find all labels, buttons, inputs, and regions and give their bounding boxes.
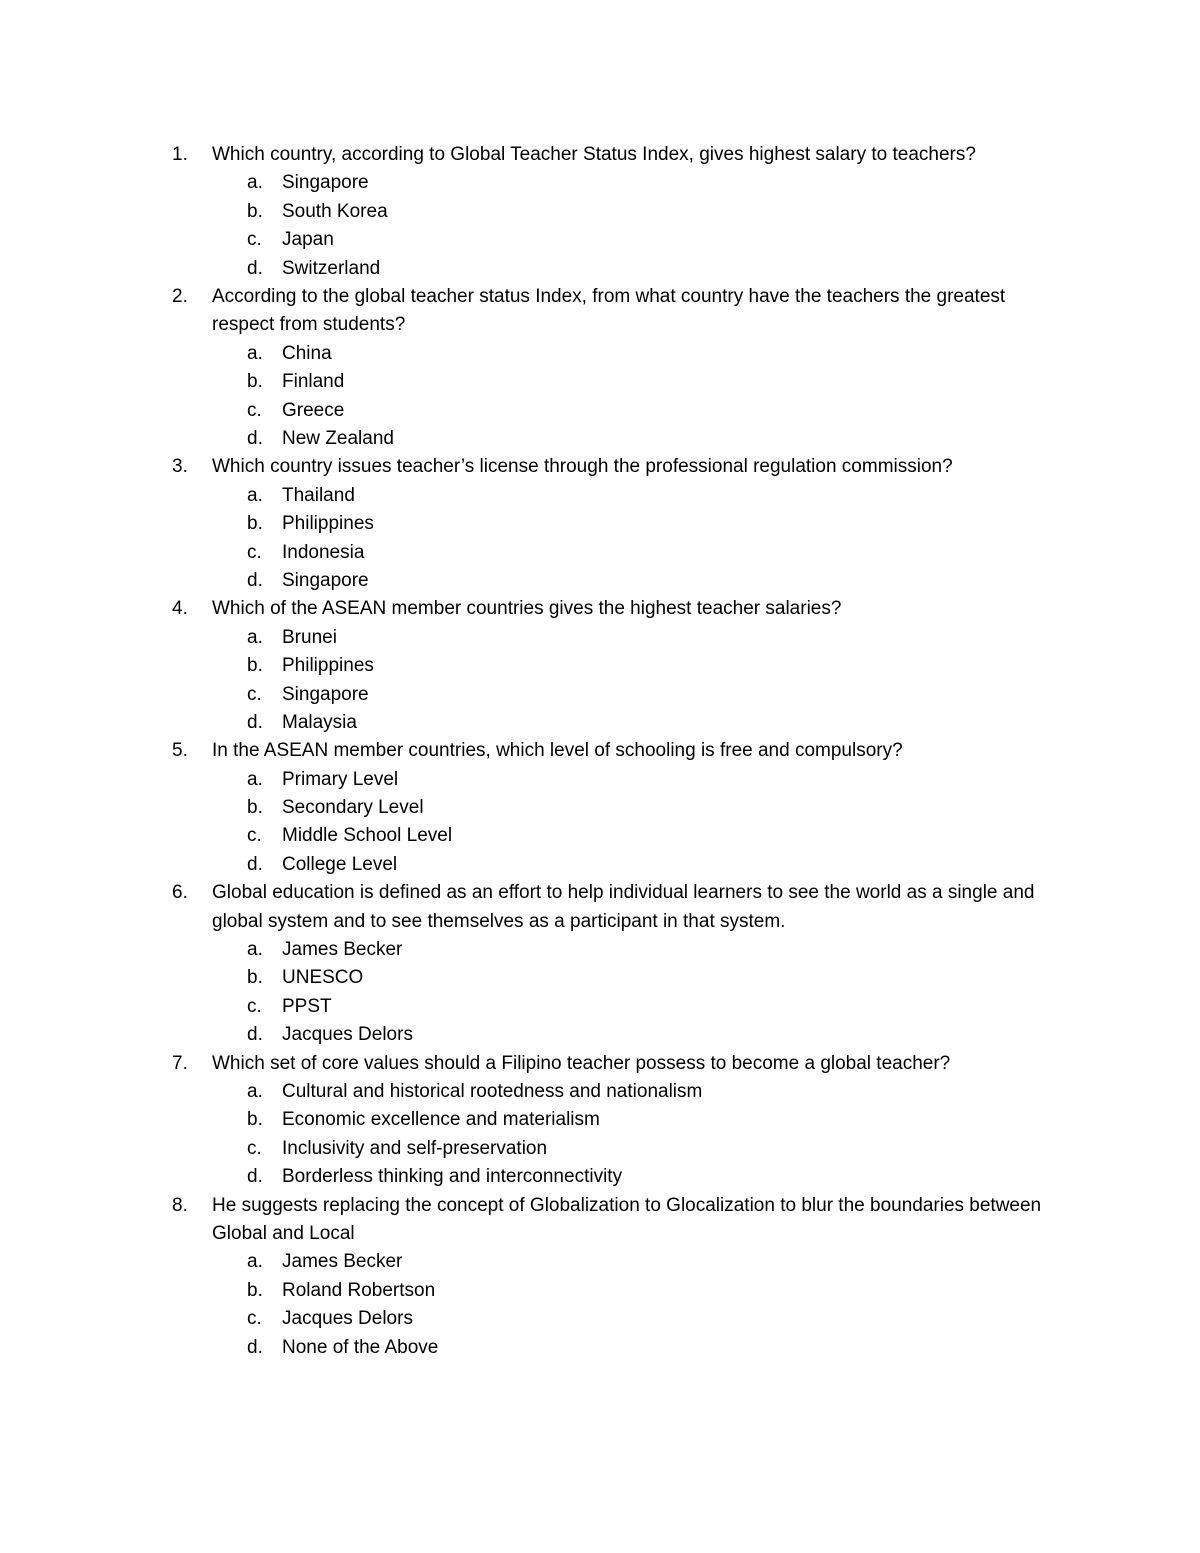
option-item [0, 340, 1200, 368]
option-item [0, 255, 1200, 283]
question-text: Which of the ASEAN member countries gives the highest teacher salaries? [212, 598, 842, 620]
option-text: Secondary Level [282, 797, 424, 819]
option-letter: a. [247, 172, 263, 194]
option-item [0, 936, 1200, 964]
option-text: Singapore [282, 172, 369, 194]
option-letter: b. [247, 371, 263, 393]
option-item [0, 993, 1200, 1021]
question-text: Which country issues teacher’s license through the professional regulation commission? [212, 456, 953, 478]
option-letter: c. [247, 399, 262, 421]
option-item [0, 964, 1200, 992]
option-item [0, 368, 1200, 396]
option-item [0, 1248, 1200, 1276]
option-letter: b. [247, 513, 263, 535]
option-letter: b. [247, 1279, 263, 1301]
question-number: 5. [172, 740, 188, 762]
option-item [0, 766, 1200, 794]
option-item [0, 539, 1200, 567]
option-item [0, 1135, 1200, 1163]
option-text: Middle School Level [282, 825, 453, 847]
question-item [0, 1192, 1200, 1362]
option-text: James Becker [282, 939, 403, 961]
option-text: South Korea [282, 200, 388, 222]
option-item [0, 1078, 1200, 1106]
option-item [0, 510, 1200, 538]
option-text: Singapore [282, 683, 369, 705]
option-letter: b. [247, 967, 263, 989]
question-number: 4. [172, 598, 188, 620]
option-text: Roland Robertson [282, 1279, 436, 1301]
option-letter: c. [247, 825, 262, 847]
question-item [0, 1050, 1200, 1192]
option-item [0, 822, 1200, 850]
option-letter: a. [247, 484, 263, 506]
option-text: PPST [282, 995, 332, 1017]
option-letter: d. [247, 427, 263, 449]
option-text: China [282, 342, 332, 364]
option-text: None of the Above [282, 1336, 439, 1358]
option-text: Philippines [282, 513, 374, 535]
option-text: Switzerland [282, 257, 381, 279]
question-number: 1. [172, 144, 188, 165]
option-text: New Zealand [282, 427, 394, 449]
option-letter: a. [247, 626, 263, 648]
option-item [0, 1021, 1200, 1049]
option-text: Singapore [282, 569, 369, 591]
option-item [0, 1334, 1200, 1362]
option-list [0, 624, 1200, 738]
option-list [0, 169, 1200, 283]
option-letter: c. [247, 1137, 262, 1159]
option-list [0, 340, 1200, 454]
option-letter: d. [247, 569, 263, 591]
option-item [0, 1106, 1200, 1134]
option-letter: b. [247, 797, 263, 819]
option-list [0, 936, 1200, 1050]
option-text: Inclusivity and self-preservation [282, 1137, 548, 1159]
option-letter: d. [247, 853, 263, 875]
question-number: 7. [172, 1052, 188, 1074]
question-number: 8. [172, 1194, 188, 1216]
option-letter: d. [247, 1336, 263, 1358]
option-list [0, 766, 1200, 880]
option-item [0, 1163, 1200, 1191]
question-item [0, 453, 1200, 595]
question-text: Which country, according to Global Teacher Status Index, gives highest salary to teachers? [212, 144, 976, 165]
option-item [0, 851, 1200, 879]
question-item [0, 595, 1200, 737]
option-text: Indonesia [282, 541, 365, 563]
question-text: Global education is defined as an effort to help individual learners to see the world as a single and global system and to see themselves as a participant in that system. [212, 882, 1035, 932]
option-letter: a. [247, 939, 263, 961]
option-text: Malaysia [282, 711, 357, 733]
question-item [0, 879, 1200, 1049]
option-item [0, 794, 1200, 822]
option-list [0, 1078, 1200, 1192]
question-item [0, 737, 1200, 879]
option-text: Japan [282, 229, 334, 251]
option-text: Jacques Delors [282, 1308, 413, 1330]
option-item [0, 709, 1200, 737]
option-letter: d. [247, 257, 263, 279]
option-text: Economic excellence and materialism [282, 1109, 600, 1131]
option-text: Cultural and historical rootedness and nationalism [282, 1081, 703, 1103]
question-number: 6. [172, 882, 188, 904]
question-text: Which set of core values should a Filipino teacher possess to become a global teacher? [212, 1052, 951, 1074]
option-item [0, 198, 1200, 226]
option-item [0, 397, 1200, 425]
option-letter: c. [247, 1308, 262, 1330]
option-letter: c. [247, 683, 262, 705]
question-item [0, 283, 1200, 453]
question-number: 3. [172, 456, 188, 478]
option-text: James Becker [282, 1251, 403, 1273]
question-text: In the ASEAN member countries, which level of schooling is free and compulsory? [212, 740, 903, 762]
option-item [0, 169, 1200, 197]
option-item [0, 1277, 1200, 1305]
option-item [0, 1305, 1200, 1333]
question-number: 2. [172, 285, 188, 307]
option-text: Thailand [282, 484, 355, 506]
option-item [0, 226, 1200, 254]
option-item [0, 567, 1200, 595]
option-text: UNESCO [282, 967, 364, 989]
option-letter: b. [247, 200, 263, 222]
option-text: Jacques Delors [282, 1024, 413, 1046]
option-letter: a. [247, 1251, 263, 1273]
question-list [0, 141, 1200, 1362]
option-text: Philippines [282, 655, 374, 677]
option-letter: d. [247, 711, 263, 733]
option-item [0, 482, 1200, 510]
option-text: Primary Level [282, 768, 399, 790]
option-letter: a. [247, 768, 263, 790]
question-text: According to the global teacher status Index, from what country have the teachers the greatest respect from students? [212, 285, 1006, 336]
option-letter: b. [247, 655, 263, 677]
question-text: He suggests replacing the concept of Globalization to Glocalization to blur the boundaries between Global and Local [212, 1194, 1042, 1244]
option-item [0, 652, 1200, 680]
option-item [0, 681, 1200, 709]
option-list [0, 1248, 1200, 1362]
option-item [0, 425, 1200, 453]
option-letter: c. [247, 541, 262, 563]
option-text: Greece [282, 399, 345, 421]
option-text: Finland [282, 371, 345, 393]
question-item [0, 141, 1200, 283]
option-text: College Level [282, 853, 398, 875]
option-letter: a. [247, 1081, 263, 1103]
option-text: Brunei [282, 626, 337, 648]
option-letter: c. [247, 229, 262, 251]
option-text: Borderless thinking and interconnectivity [282, 1166, 623, 1188]
option-letter: d. [247, 1024, 263, 1046]
option-item [0, 624, 1200, 652]
option-letter: b. [247, 1109, 263, 1131]
option-letter: d. [247, 1166, 263, 1188]
option-letter: a. [247, 342, 263, 364]
option-letter: c. [247, 995, 262, 1017]
option-list [0, 482, 1200, 596]
